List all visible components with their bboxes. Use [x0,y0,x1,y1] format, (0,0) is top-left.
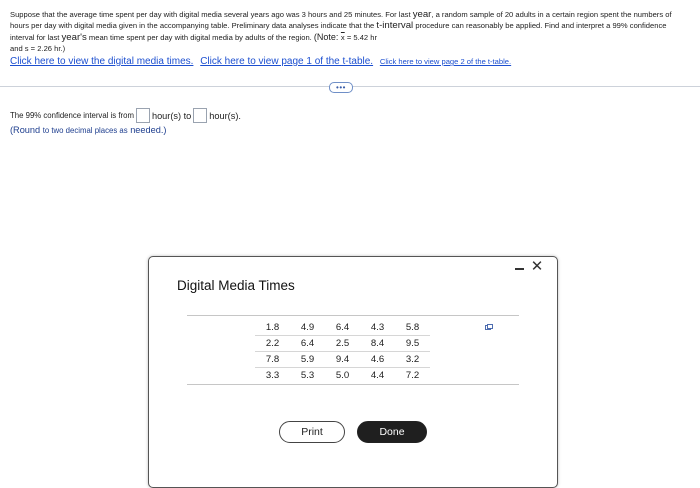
round-small: to two decimal places as [42,126,128,135]
minimize-icon [515,268,524,270]
answer-suffix: hour(s). [209,110,241,121]
round-open: (Round [10,125,43,135]
answer-sentence [10,108,241,123]
link-t-table-page-2[interactable]: Click here to view page 2 of the t-table. [379,57,512,66]
table-cell: 5.9 [290,352,325,368]
ellipsis-icon: ••• [336,82,346,92]
table-cell: 9.4 [325,352,360,368]
problem-text-4: mean time spent per day with digital media by adults of the region. [86,32,314,42]
problem-text-3: procedure can reasonably be applied. Find and interpret a 99% confidence interval for last [10,21,667,42]
copy-icon[interactable] [485,324,493,330]
table-cell: 7.8 [255,352,290,368]
table-cell: 5.8 [395,320,430,336]
table-cell: 4.4 [370,370,385,381]
table-row [255,336,430,352]
problem-note-open: (Note: [313,31,341,42]
table-cell: 4.6 [360,352,395,368]
table-cell: 4.9 [290,320,325,336]
table-cell: 4.3 [360,320,395,336]
resource-links [10,56,700,67]
table-cell: 9.5 [395,336,430,352]
problem-xbar: $\overline{x}$ [340,32,345,42]
table-cell: 5.3 [300,370,315,381]
answer-mid: hour(s) to [151,110,192,121]
problem-year-1: year [412,9,432,20]
table-cell: 3.2 [395,352,430,368]
upper-bound-input[interactable] [193,108,207,123]
table-row [255,320,430,336]
digital-media-table [255,320,430,383]
table-cell: 1.8 [255,320,290,336]
table-cell: 2.2 [255,336,290,352]
problem-tinterval: t-interval [376,20,414,32]
link-digital-media-times[interactable]: Click here to view the digital media times. [10,56,194,67]
print-button[interactable]: Print [279,421,345,443]
table-row [255,368,430,384]
problem-note-s: and s = 2.26 hr.) [10,44,66,54]
data-table-container [187,315,519,385]
problem-text-1: Suppose that the average time spent per day with digital media several years ago was 3 hours and 25 minutes. For last [10,10,413,19]
digital-media-times-dialog [148,256,558,488]
problem-year-2: year's [61,31,87,43]
table-cell: 7.2 [405,370,420,381]
round-tail: needed.) [127,125,167,135]
expand-button[interactable] [329,82,353,93]
answer-prefix: The 99% confidence interval is from [10,111,134,120]
table-cell: 2.5 [325,336,360,352]
done-button[interactable]: Done [357,421,427,443]
lower-bound-input[interactable] [136,108,150,123]
link-t-table-page-1[interactable]: Click here to view page 1 of the t-table. [200,56,374,67]
table-cell: 8.4 [360,336,395,352]
problem-note-x: = 5.42 hr [344,32,377,42]
close-icon[interactable]: ✕ [530,258,544,275]
problem-text-2: , a random sample of 20 adults in a certain region spent the numbers of hours per day with digital media given in the accompanying table. Preliminary data analyses indicate that the [10,10,672,31]
table-row [255,352,430,368]
table-cell: 6.4 [290,336,325,352]
problem-statement [10,9,690,55]
rounding-instruction [10,125,166,135]
dialog-title: Digital Media Times [177,278,295,293]
table-cell: 6.4 [325,320,360,336]
table-cell: 5.0 [335,370,350,381]
minimize-button[interactable] [511,261,528,277]
table-cell: 3.3 [265,370,280,381]
